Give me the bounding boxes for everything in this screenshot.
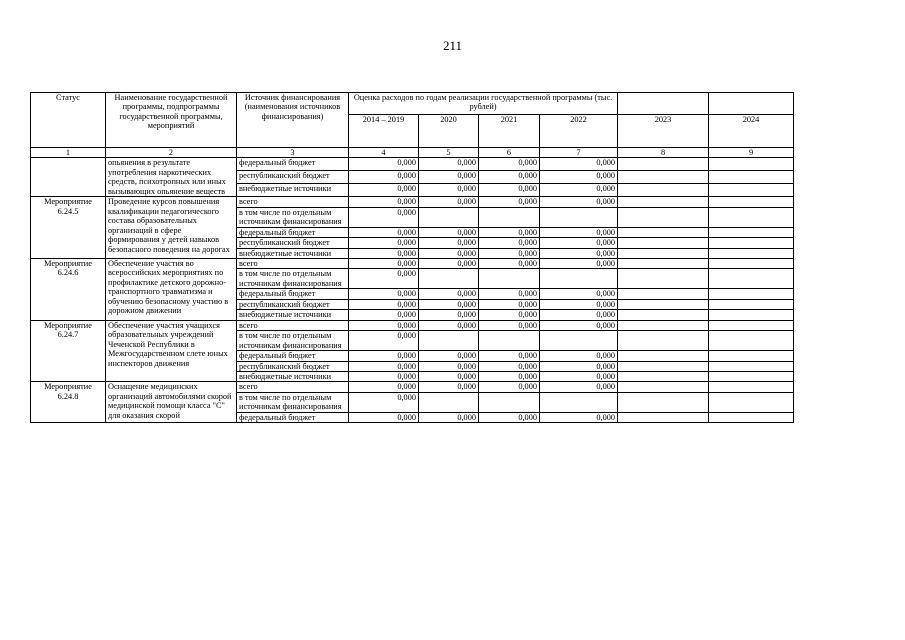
amount-cell: 0,000: [540, 299, 618, 309]
amount-cell: 0,000: [419, 227, 479, 237]
amount-cell: [709, 248, 794, 258]
amount-cell: [540, 207, 618, 227]
amount-cell: 0,000: [540, 412, 618, 422]
table-row: [31, 158, 794, 171]
amount-cell: 0,000: [540, 371, 618, 381]
amount-cell: [709, 269, 794, 289]
amount-cell: [709, 392, 794, 412]
amount-cell: 0,000: [349, 371, 419, 381]
column-number: 4: [349, 148, 419, 158]
amount-cell: 0,000: [540, 310, 618, 320]
activity-name: Обеспечение участия во всероссийских мероприятиях по профилактике детского дорожно-транспортного травматизма и обучению безопасному участию в дорожном движении: [106, 258, 237, 320]
funding-source: республиканский бюджет: [237, 171, 349, 184]
funding-source: федеральный бюджет: [237, 227, 349, 237]
amount-cell: [618, 197, 709, 207]
funding-source: республиканский бюджет: [237, 238, 349, 248]
amount-cell: [618, 392, 709, 412]
table-body: [31, 158, 794, 423]
amount-cell: [540, 392, 618, 412]
amount-cell: 0,000: [540, 320, 618, 330]
amount-cell: 0,000: [540, 351, 618, 361]
amount-cell: 0,000: [419, 320, 479, 330]
funding-source: в том числе по отдельным источникам финансирования: [237, 331, 349, 351]
amount-cell: [540, 269, 618, 289]
amount-cell: 0,000: [479, 171, 540, 184]
amount-cell: [618, 269, 709, 289]
amount-cell: [618, 382, 709, 392]
funding-source: всего: [237, 320, 349, 330]
amount-cell: 0,000: [419, 197, 479, 207]
amount-cell: [709, 158, 794, 171]
amount-cell: 0,000: [419, 238, 479, 248]
funding-source: федеральный бюджет: [237, 289, 349, 299]
header-year: 2020: [419, 115, 479, 148]
amount-cell: [709, 227, 794, 237]
funding-source: в том числе по отдельным источникам финансирования: [237, 269, 349, 289]
amount-cell: [419, 207, 479, 227]
activity-status: Мероприятие 6.24.6: [31, 258, 106, 320]
amount-cell: [618, 238, 709, 248]
amount-cell: [618, 258, 709, 268]
amount-cell: 0,000: [349, 227, 419, 237]
funding-source: внебюджетные источники: [237, 184, 349, 197]
amount-cell: [618, 248, 709, 258]
amount-cell: 0,000: [419, 361, 479, 371]
column-number: 6: [479, 148, 540, 158]
amount-cell: [618, 361, 709, 371]
amount-cell: 0,000: [479, 299, 540, 309]
table-row: [31, 258, 794, 268]
amount-cell: 0,000: [349, 158, 419, 171]
header-year: 2022: [540, 115, 618, 148]
amount-cell: 0,000: [419, 258, 479, 268]
amount-cell: 0,000: [349, 207, 419, 227]
amount-cell: [618, 227, 709, 237]
amount-cell: [618, 310, 709, 320]
amount-cell: [479, 269, 540, 289]
funding-source: всего: [237, 197, 349, 207]
table-row: [31, 320, 794, 330]
amount-cell: 0,000: [479, 238, 540, 248]
amount-cell: [709, 382, 794, 392]
amount-cell: 0,000: [479, 227, 540, 237]
funding-source: федеральный бюджет: [237, 158, 349, 171]
amount-cell: [618, 351, 709, 361]
amount-cell: 0,000: [479, 158, 540, 171]
column-number: 5: [419, 148, 479, 158]
amount-cell: [709, 371, 794, 381]
amount-cell: 0,000: [479, 412, 540, 422]
amount-cell: 0,000: [349, 361, 419, 371]
column-number: 1: [31, 148, 106, 158]
amount-cell: 0,000: [479, 351, 540, 361]
funding-source: федеральный бюджет: [237, 351, 349, 361]
amount-cell: [479, 207, 540, 227]
amount-cell: 0,000: [349, 382, 419, 392]
amount-cell: [709, 258, 794, 268]
funding-source: внебюджетные источники: [237, 310, 349, 320]
budget-table: [30, 92, 794, 423]
amount-cell: 0,000: [349, 392, 419, 412]
amount-cell: [540, 331, 618, 351]
funding-source: в том числе по отдельным источникам финансирования: [237, 392, 349, 412]
column-number: 8: [618, 148, 709, 158]
amount-cell: 0,000: [479, 289, 540, 299]
column-number: 9: [709, 148, 794, 158]
amount-cell: [709, 184, 794, 197]
amount-cell: 0,000: [540, 289, 618, 299]
header-status: Статус: [31, 93, 106, 148]
amount-cell: 0,000: [479, 361, 540, 371]
amount-cell: 0,000: [479, 382, 540, 392]
funding-source: всего: [237, 382, 349, 392]
amount-cell: [419, 392, 479, 412]
activity-name: Обеспечение участия учащихся образовательных учреждений Чеченской Республики в Межгосударственном слете юных инспекторов движения: [106, 320, 237, 382]
header-blank-8: [618, 93, 709, 115]
activity-status: Мероприятие 6.24.7: [31, 320, 106, 382]
funding-source: республиканский бюджет: [237, 361, 349, 371]
amount-cell: 0,000: [349, 248, 419, 258]
amount-cell: 0,000: [349, 238, 419, 248]
amount-cell: 0,000: [419, 171, 479, 184]
amount-cell: 0,000: [349, 289, 419, 299]
amount-cell: 0,000: [540, 158, 618, 171]
header-year: 2024: [709, 115, 794, 148]
amount-cell: 0,000: [419, 310, 479, 320]
header-year: 2014 – 2019: [349, 115, 419, 148]
amount-cell: 0,000: [419, 248, 479, 258]
amount-cell: 0,000: [540, 184, 618, 197]
amount-cell: [709, 320, 794, 330]
amount-cell: 0,000: [540, 171, 618, 184]
amount-cell: [709, 207, 794, 227]
amount-cell: 0,000: [540, 227, 618, 237]
amount-cell: [618, 158, 709, 171]
amount-cell: 0,000: [419, 299, 479, 309]
amount-cell: 0,000: [349, 299, 419, 309]
amount-cell: [709, 197, 794, 207]
amount-cell: [618, 207, 709, 227]
amount-cell: [709, 299, 794, 309]
table-row: [31, 197, 794, 207]
amount-cell: 0,000: [419, 351, 479, 361]
amount-cell: 0,000: [349, 320, 419, 330]
amount-cell: 0,000: [419, 158, 479, 171]
amount-cell: 0,000: [349, 412, 419, 422]
amount-cell: 0,000: [419, 184, 479, 197]
amount-cell: 0,000: [479, 310, 540, 320]
activity-status: [31, 158, 106, 197]
amount-cell: 0,000: [479, 371, 540, 381]
amount-cell: 0,000: [479, 184, 540, 197]
amount-cell: 0,000: [419, 382, 479, 392]
amount-cell: [709, 310, 794, 320]
header-name: Наименование государственной программы, подпрограммы государственной программы, мероприятий: [106, 93, 237, 148]
funding-source: в том числе по отдельным источникам финансирования: [237, 207, 349, 227]
header-blank-9: [709, 93, 794, 115]
funding-source: республиканский бюджет: [237, 299, 349, 309]
activity-name: опьянения в результате употребления наркотических средств, психотропных или иных вызывающих опьянение веществ: [106, 158, 237, 197]
amount-cell: [709, 361, 794, 371]
amount-cell: 0,000: [349, 258, 419, 268]
amount-cell: [479, 331, 540, 351]
amount-cell: [709, 412, 794, 422]
amount-cell: 0,000: [540, 382, 618, 392]
amount-cell: 0,000: [349, 351, 419, 361]
amount-cell: [709, 331, 794, 351]
funding-source: внебюджетные источники: [237, 248, 349, 258]
amount-cell: [419, 331, 479, 351]
amount-cell: [709, 351, 794, 361]
amount-cell: [618, 320, 709, 330]
funding-source: всего: [237, 258, 349, 268]
amount-cell: 0,000: [479, 258, 540, 268]
funding-source: федеральный бюджет: [237, 412, 349, 422]
header-estimate: Оценка расходов по годам реализации государственной программы (тыс. рублей): [349, 93, 618, 115]
header-source: Источник финансирования (наименования источников финансирования): [237, 93, 349, 148]
activity-status: Мероприятие 6.24.5: [31, 197, 106, 259]
amount-cell: 0,000: [540, 248, 618, 258]
amount-cell: [618, 289, 709, 299]
amount-cell: 0,000: [540, 258, 618, 268]
page-number: 211: [442, 38, 463, 53]
amount-cell: 0,000: [479, 248, 540, 258]
amount-cell: 0,000: [349, 310, 419, 320]
amount-cell: 0,000: [349, 331, 419, 351]
column-number: 2: [106, 148, 237, 158]
amount-cell: 0,000: [349, 184, 419, 197]
activity-name: Проведение курсов повышения квалификации педагогического состава образовательных организаций в сфере формирования у детей навыков безопасного поведения на дорогах: [106, 197, 237, 259]
amount-cell: [709, 238, 794, 248]
amount-cell: 0,000: [540, 197, 618, 207]
amount-cell: 0,000: [419, 289, 479, 299]
amount-cell: [709, 289, 794, 299]
amount-cell: 0,000: [479, 320, 540, 330]
amount-cell: 0,000: [540, 361, 618, 371]
amount-cell: [618, 371, 709, 381]
column-number: 7: [540, 148, 618, 158]
amount-cell: 0,000: [349, 269, 419, 289]
activity-status: Мероприятие 6.24.8: [31, 382, 106, 423]
amount-cell: 0,000: [349, 197, 419, 207]
table-row: [31, 382, 794, 392]
amount-cell: 0,000: [349, 171, 419, 184]
column-number: 3: [237, 148, 349, 158]
amount-cell: [709, 171, 794, 184]
amount-cell: [479, 392, 540, 412]
amount-cell: 0,000: [419, 371, 479, 381]
amount-cell: 0,000: [419, 412, 479, 422]
amount-cell: [618, 171, 709, 184]
amount-cell: [419, 269, 479, 289]
amount-cell: [618, 299, 709, 309]
header-year: 2021: [479, 115, 540, 148]
amount-cell: [618, 184, 709, 197]
header-year: 2023: [618, 115, 709, 148]
amount-cell: [618, 412, 709, 422]
activity-name: Оснащение медицинских организаций автомобилями скорой медицинской помощи класса "С" для оказания скорой: [106, 382, 237, 423]
funding-source: внебюджетные источники: [237, 371, 349, 381]
amount-cell: 0,000: [479, 197, 540, 207]
amount-cell: 0,000: [540, 238, 618, 248]
amount-cell: [618, 331, 709, 351]
